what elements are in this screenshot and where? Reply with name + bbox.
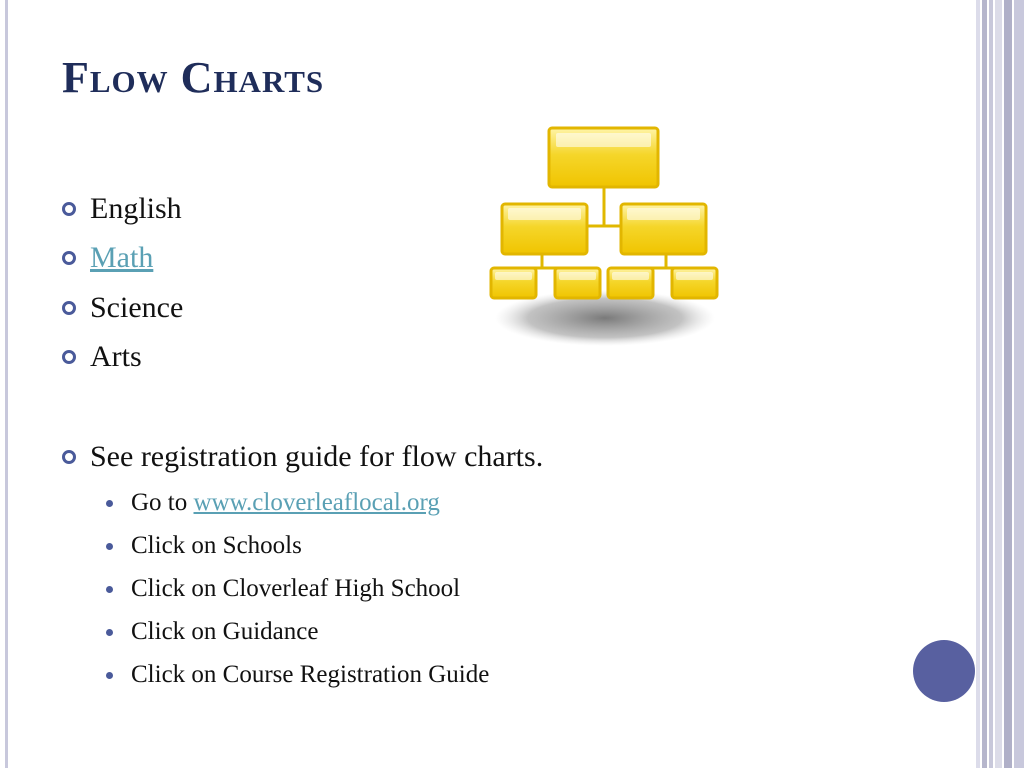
website-link[interactable]: www.cloverleaflocal.org <box>193 489 440 516</box>
right-bar <box>982 0 987 768</box>
sub-bullet-goto <box>62 482 543 525</box>
bullet-item-guide <box>62 432 543 482</box>
bullet-item-math[interactable] <box>62 234 543 284</box>
sub-bullet-text: Click on Cloverleaf High School <box>131 575 461 602</box>
sub-bullet-text: Click on Guidance <box>131 618 319 645</box>
spacer <box>62 382 543 432</box>
dot-bullet-icon <box>106 500 113 507</box>
sub-bullet-prefix: Go to <box>131 489 194 516</box>
org-chart-icon <box>484 122 724 350</box>
bullet-text: English <box>90 191 182 225</box>
bullet-item-arts <box>62 333 543 383</box>
sub-bullet-step <box>62 525 543 568</box>
right-bar <box>1004 0 1012 768</box>
ring-bullet-icon <box>62 350 76 364</box>
right-bar <box>976 0 980 768</box>
bullet-text: Arts <box>90 340 142 374</box>
dot-bullet-icon <box>106 629 113 636</box>
sub-bullet-text: Click on Schools <box>131 532 302 559</box>
bullet-list <box>62 184 543 697</box>
sub-bullet-step <box>62 568 543 611</box>
sub-bullet-text: Click on Course Registration Guide <box>131 661 490 688</box>
sub-bullet-step <box>62 611 543 654</box>
decorative-circle <box>913 640 975 702</box>
right-decorative-bars <box>976 0 1024 768</box>
bullet-item-science <box>62 283 543 333</box>
ring-bullet-icon <box>62 450 76 464</box>
sub-bullet-step <box>62 654 543 697</box>
dot-bullet-icon <box>106 543 113 550</box>
math-link[interactable]: Math <box>90 241 154 275</box>
bullet-item-english <box>62 184 543 234</box>
ring-bullet-icon <box>62 202 76 216</box>
ring-bullet-icon <box>62 251 76 265</box>
bullet-text: Science <box>90 290 184 324</box>
right-bar <box>989 0 993 768</box>
left-border-line <box>5 0 8 768</box>
right-bar <box>1014 0 1024 768</box>
slide-title: Flow Charts <box>62 53 325 102</box>
dot-bullet-icon <box>106 586 113 593</box>
bullet-text: See registration guide for flow charts. <box>90 439 544 473</box>
ring-bullet-icon <box>62 301 76 315</box>
dot-bullet-icon <box>106 672 113 679</box>
right-bar <box>995 0 1002 768</box>
